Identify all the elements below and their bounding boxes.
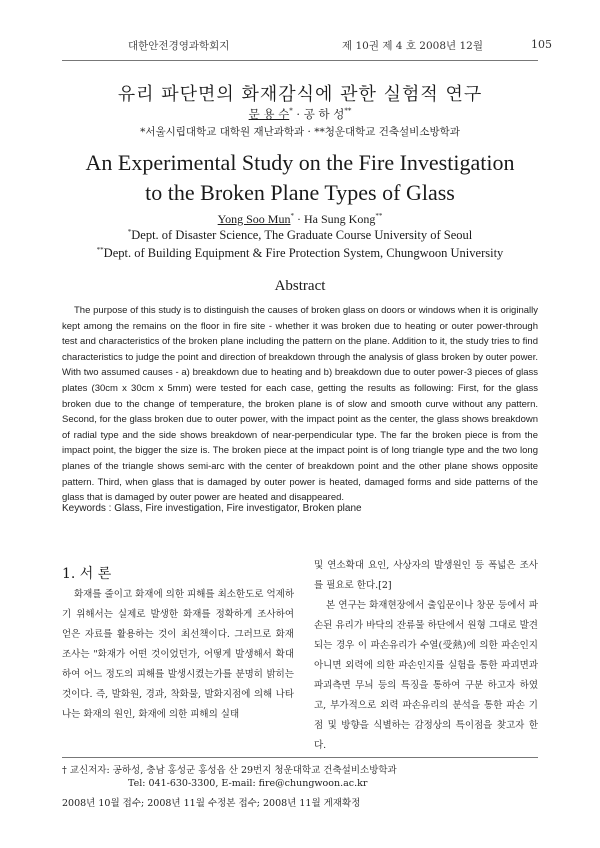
- author-ko-second: 공 하 성: [303, 107, 345, 121]
- header-rule: [62, 60, 538, 61]
- left-column: [62, 585, 294, 725]
- author-en-separator: ·: [293, 212, 304, 226]
- author-ko-second-mark: **: [344, 107, 352, 116]
- affiliation-english-2: [0, 246, 600, 261]
- abstract-text: The purpose of this study is to distinguish the causes of broken glass on doors or windows when it is originally kept among the remains on the floor in fire site - whether it was broken due to heating or outer power-through test and characteristics of the broken plane including the pattern on the plane. Addition to it, the study tries to find characteristics to judge the point and direction of breakdown through the analysis of glass broken by outer power. With two assumed causes - a) breakdown due to heating and b) breakdown due to outer power-3 pieces of glass plates (30cm x 30cm x 5mm) were tested for each case, getting the results as following: First, for the glass broken due to the change of temperature, the broken plane is of slow and smooth curve without any pattern. Second, for the glass broken due to outer power, with the impact point as the center, the glass shows breakdown of radial type and the side shows breakdown of near-perpendicular type. The far the broken piece is from the impact point, the bigger the size is. The broken piece at the impact point is of long triangle type and the two long planes of the triangle shows semi-arc with the center of breakdown point and the other plane shows opposite pattern. Third, when glass that is damaged by outer power is heated, damaged forms and side patterns of the glass that is damaged by outer power are heated and disappeared.: [62, 305, 538, 504]
- title-korean: 유리 파단면의 화재감식에 관한 실험적 연구: [117, 84, 483, 105]
- title-english-line2: to the Broken Plane Types of Glass: [145, 180, 455, 205]
- title-english-line1: An Experimental Study on the Fire Investigation: [85, 150, 515, 175]
- section-heading-introduction: 1. 서 론: [62, 566, 112, 582]
- author-ko-first-mark: *: [289, 107, 293, 116]
- author-ko-first: 문 용 수: [248, 107, 290, 121]
- keywords: Keywords : Glass, Fire investigation, Fire investigator, Broken plane: [62, 503, 362, 514]
- affiliation-2-text: Dept. of Building Equipment & Fire Protection System, Chungwoon University: [103, 246, 504, 261]
- paragraph: 및 연소확대 요인, 사상자의 발생원인 등 폭넓은 조사를 필요로 한다.[2]: [314, 560, 538, 591]
- abstract-body: [62, 303, 538, 506]
- authors-english: [0, 212, 600, 227]
- author-en-second-mark: **: [375, 212, 383, 220]
- footnote-dates: 2008년 10월 접수; 2008년 11월 수정본 접수; 2008년 11월 게재확정: [62, 798, 361, 809]
- issue-info: 제 10권 제 4 호 2008년 12월: [342, 40, 484, 52]
- footnote-rule: [62, 757, 538, 758]
- journal-name: 대한안전경영과학회지: [128, 40, 230, 52]
- author-en-first: Yong Soo Mun: [217, 212, 291, 226]
- author-ko-separator: ·: [292, 107, 304, 121]
- affiliation-1-text: Dept. of Disaster Science, The Graduate Course University of Seoul: [131, 228, 473, 243]
- authors-korean: [0, 106, 600, 122]
- footnote-contact: Tel: 041-630-3300, E-mail: fire@chungwoon.ac.kr: [128, 778, 368, 789]
- footnote-corresponding-author: † 교신저자: 공하성, 충남 홍성군 홍성읍 산 29번지 청운대학교 건축설비소방학과: [62, 765, 397, 776]
- affiliation-2-mark: **: [96, 246, 104, 254]
- author-en-first-mark: *: [290, 212, 294, 220]
- affiliation-korean: *서울시립대학교 대학원 재난과학과 · **청운대학교 건축설비소방학과: [140, 126, 460, 138]
- right-column: [314, 556, 538, 756]
- paragraph: 화재를 줄이고 화재에 의한 피해를 최소한도로 억제하기 위해서는 실제로 발생한 화재를 정확하게 조사하여 얻은 자료를 활용하는 것이 최선책이다. 그러므로 화재조사는 "화재가 어떤 것이었던가, 어떻게 발생해서 확대하여 어느 정도의 피해를 발생시켰는가를 분명히 밝히는 것이다. 즉, 발화원, 경과, 착화물, 발화지점에 의해 나타나는 화재의 원인, 화재에 의한 피해의 실태: [62, 589, 295, 720]
- abstract-indent: [62, 305, 74, 316]
- affiliation-1-mark: *: [127, 228, 132, 236]
- affiliation-english-1: [0, 228, 600, 243]
- abstract-heading: Abstract: [274, 278, 326, 294]
- author-en-second: Ha Sung Kong: [303, 212, 376, 226]
- paragraph: 본 연구는 화재현장에서 출입문이나 창문 등에서 파손된 유리가 바닥의 잔류물 하단에서 원형 그대로 발견되는 경우 이 파손유리가 수열(受熱)에 의한 파손인지 아니면 외력에 의한 파손인지를 실험을 통한 파괴면과 파괴측면 무늬 등의 특징을 통하여 구분 하고자 하였고, 부가적으로 외력 파손유리의 분석을 통한 파손 기점 및 방향을 식별하는 감정상의 특이점을 찾고자 한다.: [314, 600, 538, 751]
- page-number: 105: [531, 38, 552, 51]
